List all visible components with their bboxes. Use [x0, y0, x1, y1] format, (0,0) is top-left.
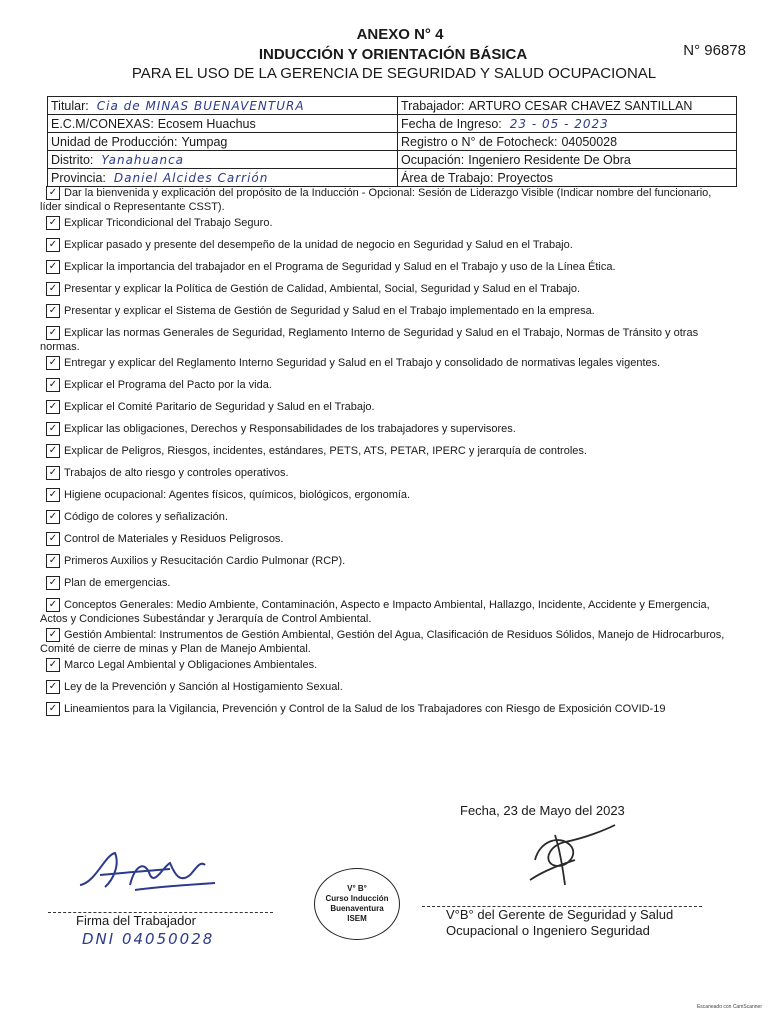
- checklist-item: [38, 304, 754, 318]
- stamp-line1: V° B°: [347, 884, 367, 893]
- titular-label: Titular:: [51, 98, 89, 113]
- checklist-item-continuation: normas.: [40, 341, 80, 353]
- checkbox-checked-icon[interactable]: ✓: [46, 598, 60, 612]
- checkbox-checked-icon[interactable]: ✓: [46, 702, 60, 716]
- registro-value: 04050028: [561, 134, 618, 149]
- distrito-label: Distrito:: [51, 152, 94, 167]
- stamp-line3: Buenaventura: [330, 904, 384, 913]
- checklist-item-text: [40, 598, 754, 626]
- checklist-item-label: Conceptos Generales: Medio Ambiente, Contaminación, Aspecto e Impacto Ambiental, Hallazgo, Incidente, Accidente y Emergencia,: [64, 599, 710, 611]
- checklist-item-text: [64, 260, 754, 274]
- checklist-item-label: Dar la bienvenida y explicación del propósito de la Inducción - Opcional: Sesión de Liderazgo Visible (Indicar nombre del funcionario,: [64, 187, 712, 199]
- checkbox-checked-icon[interactable]: ✓: [46, 326, 60, 340]
- fecha-ingreso-label: Fecha de Ingreso:: [401, 116, 502, 131]
- checkbox-checked-icon[interactable]: ✓: [46, 554, 60, 568]
- checklist-item-label: Explicar de Peligros, Riesgos, incidentes, estándares, PETS, ATS, PETAR, IPERC y jerarquía de controles.: [64, 445, 587, 457]
- checklist-item-label: Control de Materiales y Residuos Peligrosos.: [64, 533, 284, 545]
- checkbox-checked-icon[interactable]: ✓: [46, 238, 60, 252]
- checkbox-checked-icon[interactable]: ✓: [46, 466, 60, 480]
- area-label: Área de Trabajo:: [401, 170, 494, 185]
- checkbox-checked-icon[interactable]: ✓: [46, 378, 60, 392]
- checklist-item: [38, 282, 754, 296]
- checklist-item-text: [64, 680, 754, 694]
- checklist-item: [38, 186, 754, 214]
- area-cell: [398, 169, 737, 187]
- checklist-item: [38, 628, 754, 656]
- checklist-item-text: [64, 658, 754, 672]
- approval-stamp: [314, 868, 400, 940]
- checklist-item: [38, 378, 754, 392]
- checklist-item-continuation: Comité de cierre de minas y Plan de Manejo Ambiental.: [40, 643, 311, 655]
- ecm-cell: [48, 115, 398, 133]
- registro-label: Registro o N° de Fotocheck:: [401, 134, 558, 149]
- checkbox-checked-icon[interactable]: ✓: [46, 658, 60, 672]
- checklist-item-text: [64, 356, 754, 370]
- checkbox-checked-icon[interactable]: ✓: [46, 304, 60, 318]
- checklist-item-text: [64, 702, 754, 716]
- checklist-item: [38, 488, 754, 502]
- checklist-item-label: Explicar pasado y presente del desempeño de la unidad de negocio en Seguridad y Salud en el Trabajo.: [64, 239, 573, 251]
- checklist-item: [38, 680, 754, 694]
- checklist-item-text: [64, 466, 754, 480]
- distrito-value: Yanahuanca: [101, 152, 185, 167]
- checkbox-checked-icon[interactable]: ✓: [46, 576, 60, 590]
- management-subtitle: PARA EL USO DE LA GERENCIA DE SEGURIDAD Y SALUD OCUPACIONAL: [131, 65, 657, 82]
- checklist-item-label: Lineamientos para la Vigilancia, Prevención y Control de la Salud de los Trabajadores con Riesgo de Exposición COVID-19: [64, 703, 666, 715]
- checklist-item-label: Ley de la Prevención y Sanción al Hostigamiento Sexual.: [64, 681, 343, 693]
- titular-cell: [48, 97, 398, 115]
- checklist-item-label: Entregar y explicar del Reglamento Interno Seguridad y Salud en el Trabajo y consolidado de normativas legales vigentes.: [64, 357, 661, 369]
- checkbox-checked-icon[interactable]: ✓: [46, 282, 60, 296]
- checklist-item-text: [64, 238, 754, 252]
- checkbox-checked-icon[interactable]: ✓: [46, 422, 60, 436]
- checklist-item: [38, 422, 754, 436]
- checklist-item-text: [64, 282, 754, 296]
- checkbox-checked-icon[interactable]: ✓: [46, 356, 60, 370]
- checklist-item-label: Plan de emergencias.: [64, 577, 171, 589]
- checkbox-checked-icon[interactable]: ✓: [46, 680, 60, 694]
- stamp-line2: Curso Inducción: [325, 894, 389, 903]
- trabajador-label: Trabajador:: [401, 98, 465, 113]
- checklist-item-label: Higiene ocupacional: Agentes físicos, químicos, biológicos, ergonomía.: [64, 489, 411, 501]
- checklist-item: [38, 326, 754, 354]
- checklist-item-label: Explicar el Comité Paritario de Seguridad y Salud en el Trabajo.: [64, 401, 375, 413]
- distrito-cell: [48, 151, 398, 169]
- checklist-item: [38, 598, 754, 626]
- checklist-item-label: Presentar y explicar la Política de Gestión de Calidad, Ambiental, Social, Seguridad y Salud en el Trabajo.: [64, 283, 581, 295]
- checklist-item: [38, 466, 754, 480]
- checklist-item-label: Gestión Ambiental: Instrumentos de Gestión Ambiental, Gestión del Agua, Clasificación de Residuos Sólidos, Manejo de Hidrocarburos,: [64, 629, 725, 641]
- ecm-value: Ecosem Huachus: [157, 116, 256, 131]
- checklist-item-text: [40, 186, 754, 214]
- checklist-item-text: [64, 576, 754, 590]
- checklist-item: [38, 554, 754, 568]
- ocupacion-cell: [398, 151, 737, 169]
- checklist-item: [38, 444, 754, 458]
- checkbox-checked-icon[interactable]: ✓: [46, 400, 60, 414]
- checklist-item-text: [64, 400, 754, 414]
- checklist-item: [38, 576, 754, 590]
- checklist-item-label: Explicar las normas Generales de Seguridad, Reglamento Interno de Seguridad y Salud en el Trabajo, Normas de Tránsito y otras: [64, 327, 699, 339]
- checkbox-checked-icon[interactable]: ✓: [46, 488, 60, 502]
- area-value: Proyectos: [497, 170, 554, 185]
- ocupacion-label: Ocupación:: [401, 152, 465, 167]
- annex-title: ANEXO N° 4: [356, 26, 444, 43]
- checklist-item-text: [64, 554, 754, 568]
- unidad-cell: [48, 133, 398, 151]
- checklist-item: [38, 216, 754, 230]
- checklist-item: [38, 238, 754, 252]
- checklist-item-label: Explicar la importancia del trabajador en el Programa de Seguridad y Salud en el Trabajo y uso de la Línea Ética.: [64, 261, 616, 273]
- checkbox-checked-icon[interactable]: ✓: [46, 510, 60, 524]
- worker-signature-icon: [75, 845, 225, 900]
- checklist-item-text: [64, 378, 754, 392]
- worker-signature-caption: Firma del Trabajador: [76, 913, 196, 928]
- trabajador-cell: [398, 97, 737, 115]
- checklist-item-text: [64, 532, 754, 546]
- fecha-ingreso-cell: [398, 115, 737, 133]
- checklist-item-text: [64, 510, 754, 524]
- registro-cell: [398, 133, 737, 151]
- worker-info-table: [47, 96, 737, 187]
- checklist-item-text: [40, 326, 754, 354]
- checklist-item-label: Explicar las obligaciones, Derechos y Responsabilidades de los trabajadores y supervisores.: [64, 423, 516, 435]
- scanner-watermark: Escaneado con CamScanner: [696, 1004, 762, 1010]
- manager-approval-line2: Ocupacional o Ingeniero Seguridad: [446, 923, 650, 938]
- checklist-item: [38, 356, 754, 370]
- checkbox-checked-icon[interactable]: ✓: [46, 532, 60, 546]
- checklist-item-continuation: líder sindical o Representante CSST).: [40, 201, 225, 213]
- manager-approval-caption: [446, 907, 673, 939]
- induction-checklist: [38, 186, 754, 724]
- checkbox-checked-icon[interactable]: ✓: [46, 628, 60, 642]
- checklist-item: [38, 510, 754, 524]
- provincia-cell: [48, 169, 398, 187]
- checklist-item: [38, 658, 754, 672]
- stamp-line4: ISEM: [347, 914, 367, 923]
- checklist-item-label: Marco Legal Ambiental y Obligaciones Ambientales.: [64, 659, 318, 671]
- checkbox-checked-icon[interactable]: ✓: [46, 260, 60, 274]
- trabajador-value: ARTURO CESAR CHAVEZ SANTILLAN: [468, 98, 693, 113]
- checkbox-checked-icon[interactable]: ✓: [46, 216, 60, 230]
- unidad-label: Unidad de Producción:: [51, 134, 178, 149]
- checklist-item-label: Trabajos de alto riesgo y controles operativos.: [64, 467, 289, 479]
- checklist-item-label: Primeros Auxilios y Resucitación Cardio Pulmonar (RCP).: [64, 555, 346, 567]
- checklist-item-label: Código de colores y señalización.: [64, 511, 228, 523]
- checklist-item-label: Explicar el Programa del Pacto por la vida.: [64, 379, 272, 391]
- titular-value: Cia de MINAS BUENAVENTURA: [96, 98, 305, 113]
- checklist-item: [38, 532, 754, 546]
- document-number: N° 96878: [683, 42, 746, 59]
- fecha-ingreso-value: 23 - 05 - 2023: [509, 116, 609, 131]
- checkbox-checked-icon[interactable]: ✓: [46, 186, 60, 200]
- ecm-label: E.C.M/CONEXAS:: [51, 116, 154, 131]
- provincia-label: Provincia:: [51, 170, 106, 185]
- manager-approval-line1: V°B° del Gerente de Seguridad y Salud: [446, 907, 674, 922]
- checkbox-checked-icon[interactable]: ✓: [46, 444, 60, 458]
- signing-date: Fecha, 23 de Mayo del 2023: [460, 803, 625, 818]
- checklist-item-text: [40, 628, 754, 656]
- checklist-item: [38, 702, 754, 716]
- checklist-item-label: Explicar Tricondicional del Trabajo Seguro.: [64, 217, 273, 229]
- checklist-item-continuation: Actos y Condiciones Subestándar y Jerarquía de Control Ambiental.: [40, 613, 372, 625]
- unidad-value: Yumpag: [181, 134, 228, 149]
- ocupacion-value: Ingeniero Residente De Obra: [468, 152, 631, 167]
- checklist-item: [38, 400, 754, 414]
- provincia-value: Daniel Alcides Carrión: [113, 170, 269, 185]
- worker-dni: DNI 04050028: [82, 930, 215, 948]
- checklist-item: [38, 260, 754, 274]
- checklist-item-text: [64, 422, 754, 436]
- checklist-item-text: [64, 216, 754, 230]
- checklist-item-text: [64, 304, 754, 318]
- checklist-item-label: Presentar y explicar el Sistema de Gestión de Seguridad y Salud en el Trabajo implementado en la empresa.: [64, 305, 595, 317]
- checklist-item-text: [64, 488, 754, 502]
- manager-signature-icon: [515, 820, 625, 890]
- induction-title: INDUCCIÓN Y ORIENTACIÓN BÁSICA: [258, 46, 528, 63]
- checklist-item-text: [64, 444, 754, 458]
